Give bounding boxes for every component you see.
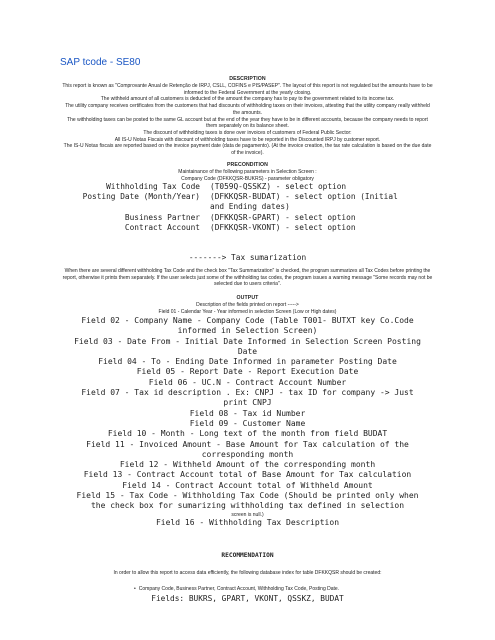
output-field: Field 05 - Report Date - Report Execution Date — [136, 367, 359, 377]
param-label — [70, 202, 210, 212]
output-field: Field 15 - Tax Code - Withholding Tax Code (Should be printed only when the check box for sumarizing withholding tax defined in selection — [76, 491, 419, 511]
output-fields — [0, 316, 495, 528]
description-heading: DESCRIPTION — [229, 76, 266, 82]
output-field: Field 03 - Date From - Initial Date Informed in Selection Screen Posting Date — [74, 336, 421, 356]
recommendation-fields: Fields: BUKRS, GPART, VKONT, QSSKZ, BUDAT — [151, 594, 344, 603]
bullet-icon: • — [134, 586, 136, 592]
param-row — [70, 202, 430, 212]
param-value: (T059Q-QSSKZ) - select option — [210, 182, 347, 191]
output-heading: OUTPUT — [236, 295, 259, 301]
description-body — [0, 83, 495, 157]
param-label: Contract Account — [124, 222, 200, 232]
output-field: Field 13 - Contract Account total of Base Amount for Tax calculation — [83, 470, 412, 480]
output-field: Field 11 - Invoiced Amount - Base Amount for Tax calculation of the corresponding month — [86, 439, 409, 459]
output-field: Field 08 - Tax id Number — [189, 408, 306, 418]
output-field: Field 10 - Month - Long text of the month from field BUDAT — [107, 429, 388, 439]
output-field: Field 09 - Customer Name — [189, 418, 306, 428]
param-row — [70, 182, 430, 192]
param-label: Posting Date (Month/Year) — [82, 192, 200, 202]
param-row — [70, 192, 430, 202]
precondition-heading: PRECONDITION — [227, 162, 268, 168]
description-line: This report is known as "Comprovante Anual de Retenção de IRPJ, CSLL, COFINS e PIS/PASEP". The layout of this report is not regulated but the amounts have to be informed to the Federal Government at the yearly closing. — [62, 83, 433, 96]
precondition-line: Company Code (DFKKQSR-BUKRS) - parameter obligatory — [181, 175, 314, 182]
selection-parameters — [70, 182, 430, 233]
param-label: Withholding Tax Code — [106, 182, 200, 191]
description-line: The withheld amount of all customers is deducted of the amount the company has to pay to the government related to its income tax. — [100, 96, 395, 103]
param-value: (DFKKQSR-GPART) - select option — [210, 212, 356, 222]
output-intro — [0, 302, 495, 315]
param-row — [70, 213, 430, 223]
description-line: The discount of withholding taxes is done over invoices of customers of Federal Public Sector: — [143, 129, 352, 136]
recommendation-bullet — [134, 586, 339, 592]
param-value: and Ending dates) — [210, 202, 290, 212]
precondition-body — [0, 169, 495, 182]
tax-sumarization-body: When there are several different withholding Tax Code and the check box "Tax Summarization" is checked, the program summarizes all Tax Codes before printing the report, otherwise it prints them separately. If the user selects just some of the withholding tax codes, the program issues a warning message "Some records may not be selected due to users criteria". — [62, 268, 433, 288]
output-field: Field 04 - To - Ending Date Informed in parameter Posting Date — [98, 357, 397, 367]
page-title: SAP tcode - SE80 — [60, 57, 141, 68]
param-value: (DFKKQSR-VKONT) - select option — [210, 222, 356, 232]
output-intro-line: Description of the fields printed on report -----> — [196, 302, 299, 308]
output-field: Field 12 - Withheld Amount of the corresponding month — [119, 460, 376, 470]
output-intro-line: Field 01 - Calendar Year - Year informed in selection Screen (Low or High dates) — [158, 308, 337, 315]
output-field: Field 02 - Company Name - Company Code (Table T001- BUTXT key Co.Code informed in Selection Screen) — [81, 316, 414, 336]
param-row — [70, 223, 430, 233]
description-line: The withholding taxes can be posted to the same GL account but at the end of the year they have to be in different accounts, because the company needs to report them separately on its balance sheet. — [67, 116, 428, 130]
recommendation-line: In order to allow this report to access data efficiently, the following database index for table DFKKQSR should be created: — [113, 570, 382, 576]
recommendation-bullet-text: Company Code, Business Partner, Contract Account, Withholding Tax Code, Posting Date. — [138, 586, 340, 592]
tax-sumarization-heading: -------> Tax sumarization — [188, 253, 307, 262]
param-value: (DFKKQSR-BUDAT) - select option (Initial — [210, 192, 398, 202]
output-field: Field 14 - Contract Account total of Withheld Amount — [122, 480, 373, 490]
description-line: All IS-U Notas Fiscais with discount of withholding taxes have to be reported in the Discounted IRPJ by customer report. — [114, 136, 381, 143]
param-label: Business Partner — [124, 212, 200, 222]
recommendation-heading: RECOMMENDATION — [221, 552, 274, 559]
output-field-tail: screen is null.) — [231, 511, 264, 518]
output-field: Field 07 - Tax id description . Ex: CNPJ - tax ID for company -> Just print CNPJ — [81, 388, 414, 408]
description-line: The IS-U Notas fiscais are reported based on the invoice payment date (data de pagamento). (At the invoice creation, the tax rate calculation is based on the due date of the invoice). — [63, 143, 432, 157]
output-field: Field 06 - UC.N - Contract Account Number — [148, 377, 347, 387]
description-line: The utility company receives certificates from the customers that had discounts of withholding taxes on their invoices, attesting that the utility company really withheld the amounts. — [65, 103, 430, 116]
output-field: Field 16 - Withholding Tax Description — [155, 517, 340, 527]
precondition-line: Maintainance of the following parameters in Selection Screen : — [178, 169, 317, 175]
